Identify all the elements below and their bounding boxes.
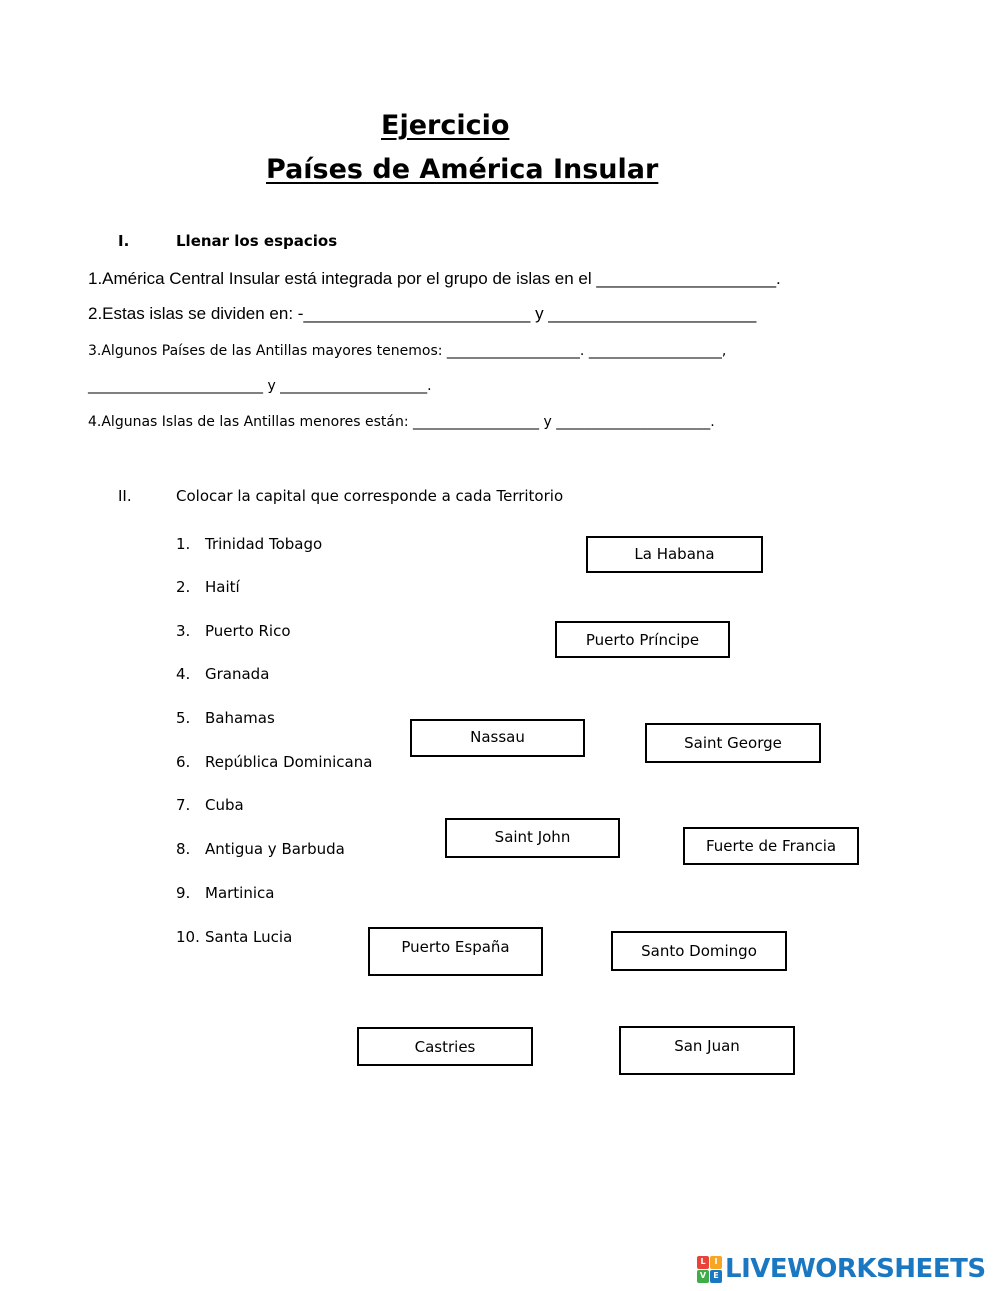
capital-box-saint-george[interactable]: Saint George bbox=[645, 723, 821, 763]
page-title: Ejercicio bbox=[381, 110, 510, 141]
section-1-heading: Llenar los espacios bbox=[176, 232, 338, 250]
capital-box-nassau[interactable]: Nassau bbox=[410, 719, 585, 757]
page-subtitle: Países de América Insular bbox=[266, 154, 659, 185]
list-item: 4. Granada bbox=[176, 665, 270, 683]
list-item: 2. Haití bbox=[176, 578, 240, 596]
capital-box-saint-john[interactable]: Saint John bbox=[445, 818, 620, 858]
liveworksheets-logo-text: LIVEWORKSHEETS bbox=[725, 1254, 986, 1284]
capital-box-castries[interactable]: Castries bbox=[357, 1027, 533, 1066]
question-3-line-1: 3.Algunos Países de las Antillas mayores tenemos: ___________________. ___________________, bbox=[88, 343, 727, 359]
list-item: 10. Santa Lucia bbox=[176, 928, 293, 946]
list-item: 1. Trinidad Tobago bbox=[176, 535, 323, 553]
capital-box-santo-domingo[interactable]: Santo Domingo bbox=[611, 931, 787, 971]
section-2-numeral: II. bbox=[118, 487, 132, 505]
capital-box-fuerte-de-francia[interactable]: Fuerte de Francia bbox=[683, 827, 859, 865]
capital-box-san-juan[interactable]: San Juan bbox=[619, 1026, 795, 1075]
list-item: 5. Bahamas bbox=[176, 709, 275, 727]
question-2: 2.Estas islas se dividen en: -________________________ y ______________________ bbox=[88, 304, 757, 323]
liveworksheets-logo-icon: L I V E bbox=[697, 1256, 721, 1282]
section-1-numeral: I. bbox=[118, 232, 130, 250]
section-2-heading: Colocar la capital que corresponde a cada Territorio bbox=[176, 487, 564, 505]
list-item: 7. Cuba bbox=[176, 796, 244, 814]
capital-box-la-habana[interactable]: La Habana bbox=[586, 536, 763, 573]
question-3-line-2: _________________________ y _____________________. bbox=[88, 378, 432, 394]
capital-box-puerto-espana[interactable]: Puerto España bbox=[368, 927, 543, 976]
list-item: 9. Martinica bbox=[176, 884, 275, 902]
capital-box-puerto-principe[interactable]: Puerto Príncipe bbox=[555, 621, 730, 658]
list-item: 3. Puerto Rico bbox=[176, 622, 291, 640]
question-1: 1.América Central Insular está integrada por el grupo de islas en el ___________________. bbox=[88, 269, 781, 288]
question-4: 4.Algunas Islas de las Antillas menores están: __________________ y ______________________. bbox=[88, 414, 715, 430]
liveworksheets-logo bbox=[697, 1254, 986, 1284]
list-item: 8. Antigua y Barbuda bbox=[176, 840, 345, 858]
list-item: 6. República Dominicana bbox=[176, 753, 373, 771]
